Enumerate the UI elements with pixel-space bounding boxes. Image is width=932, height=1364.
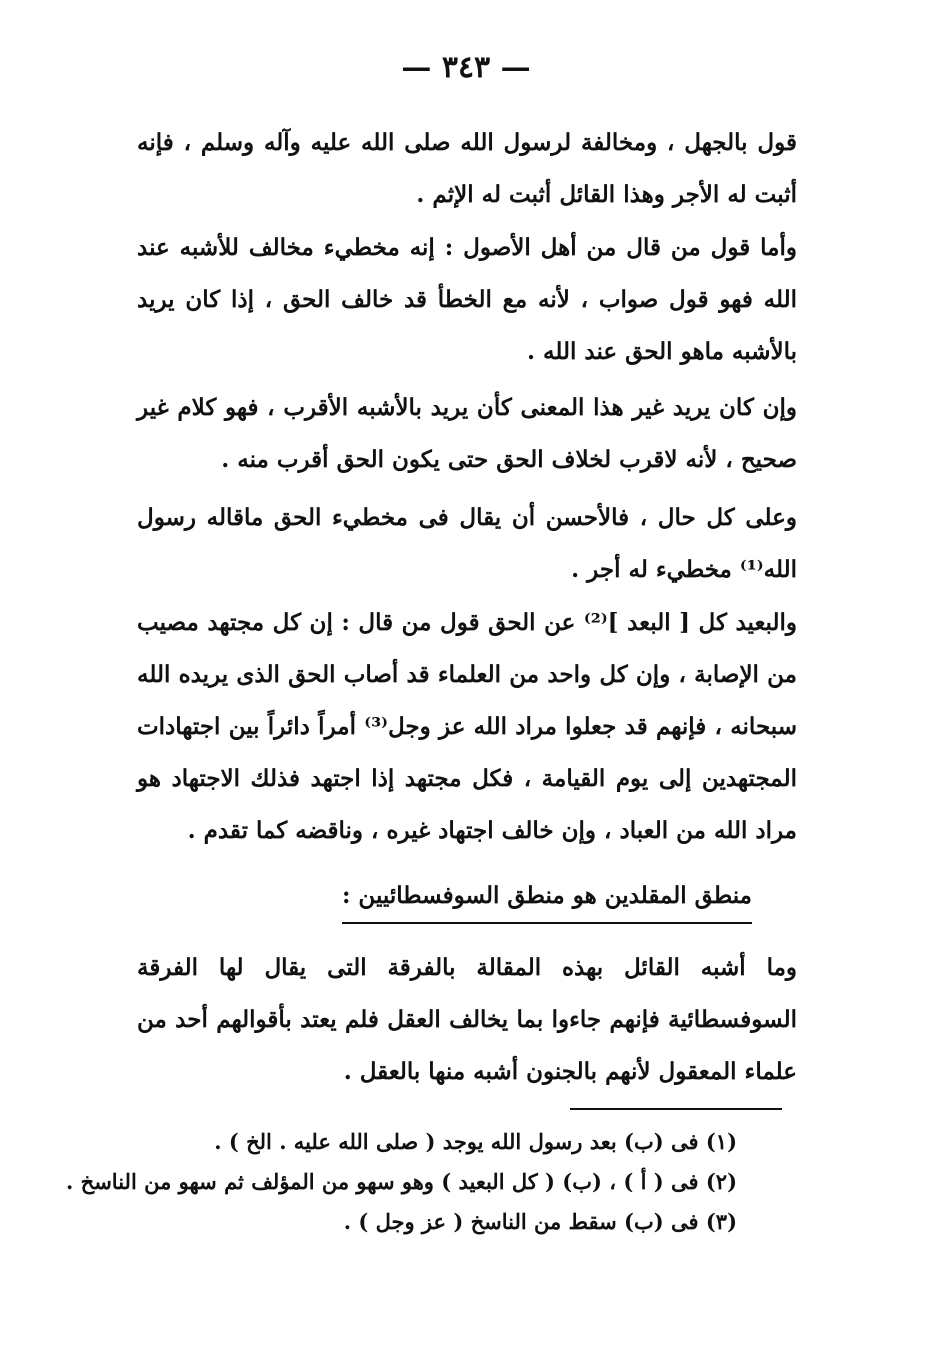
paragraph-3: وإن كان يريد غير هذا المعنى كأن يريد بالأشبه الأقرب ، فهو كلام غير صحيح ، لأنه لاقرب لخلاف الحق حتى يكون الحق أقرب منه .: [137, 394, 797, 473]
footnote-1: (١) فى (ب) بعد رسول الله يوجد ( صلى الله عليه . الخ ) .: [214, 1129, 737, 1154]
footnote-3: (٣) فى (ب) سقط من الناسخ ( عز وجل ) .: [343, 1209, 737, 1234]
section-heading: منطق المقلدين هو منطق السوفسطائيين :: [342, 870, 752, 924]
paragraph-5: والبعيد كل [ البعد ]⁽²⁾ عن الحق قول من قال : إن كل مجتهد مصيب من الإصابة ، وإن كل واحد من العلماء قد أصاب الحق الذى يريده الله سبحانه ، فإنهم قد جعلوا مراد الله عز وجل⁽³⁾ أمراً دائراً بين اجتهادات المجتهدين إلى يوم القيامة ، فكل مجتهد إذا اجتهد فذلك الاجتهاد هو مراد الله من العباد ، وإن خالف اجتهاد غيره ، وناقضه كما تقدم .: [137, 609, 798, 844]
footnotes: [66, 1122, 737, 1242]
paragraph-1: قول بالجهل ، ومخالفة لرسول الله صلى الله عليه وآله وسلم ، فإنه أثبت له الأجر وهذا القائل أثبت له الإثم .: [137, 129, 797, 208]
paragraph-2: وأما قول من قال من أهل الأصول : إنه مخطيء مخالف للأشبه عند الله فهو قول صواب ، لأنه مع الخطأ قد خالف الحق ، إذا كان يريد بالأشبه ماهو الحق عند الله .: [137, 234, 797, 365]
footnote-divider: [570, 1108, 782, 1110]
paragraph-4: وعلى كل حال ، فالأحسن أن يقال فى مخطيء الحق ماقاله رسول الله⁽¹⁾ مخطيء له أجر .: [137, 504, 797, 583]
footnote-2: (٢) فى ( أ ) ، (ب) ( كل البعيد ) وهو سهو من المؤلف ثم سهو من الناسخ .: [66, 1169, 737, 1194]
page-number: — ٣٤٣ —: [401, 50, 531, 85]
section-paragraph: وما أشبه القائل بهذه المقالة بالفرقة التى يقال لها الفرقة السوفسطائية فإنهم جاءوا بما يخالف العقل فلم يعتد بأقوالهم أحد من علماء المعقول لأنهم بالجنون أشبه منها بالعقل .: [137, 954, 798, 1085]
